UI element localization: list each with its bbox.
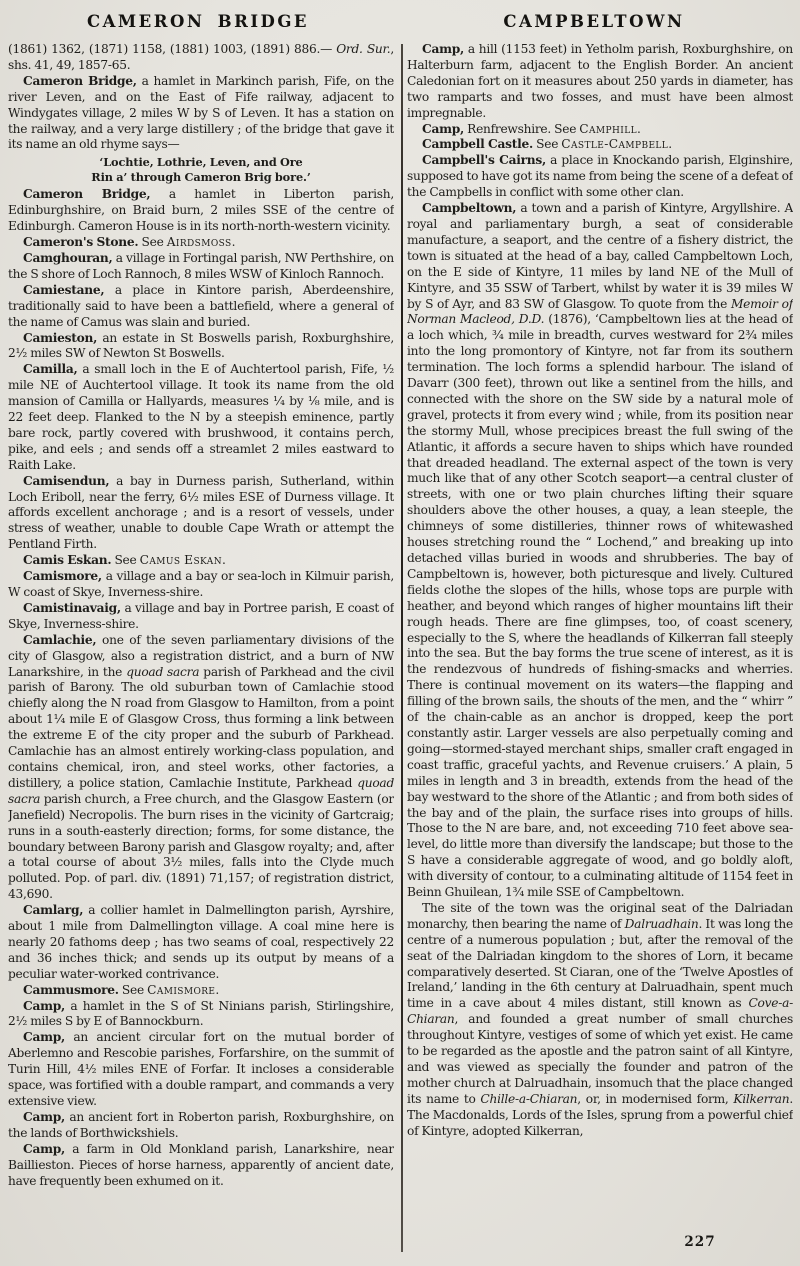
entry-paragraph [8,553,394,569]
entry-paragraph [8,1110,394,1142]
text-segment: a hamlet in Liberton parish, Edinburghshire, on Braid burn, 2 miles SSE of the centre of Edinburgh. Cameron House is in its north-north-western vicinity. [8,187,394,234]
rhyme-verse [8,155,394,184]
cross-reference: Airdsmoss [166,235,232,250]
text-segment: Memoir of Norman Macleod, D.D. [407,296,793,327]
entry-term: Cameron Bridge, [23,187,151,202]
text-segment: a village and a bay or sea-loch in Kilmuir parish, W coast of Skye, Inverness-shire. [8,569,394,599]
text-segment: an ancient circular fort on the mutual border of Aberlemno and Rescobie parishes, Forfarshire, on the summit of Turin Hill, 4½ miles ENE of Forfar. It incloses a considerable space, was fortified with a double rampart, and commands a very extensive view. [8,1030,394,1108]
entry-paragraph [8,283,394,331]
text-segment: . [221,553,226,568]
text-segment: The site of the town was the original seat of the Dalriadan monarchy, then bearing the name of [407,900,793,931]
text-segment: (1861) 1362, (1871) 1158, (1881) 1003, (1891) 886.— [8,42,337,56]
entry-paragraph [8,999,394,1031]
verse-line: Rin a’ through Cameron Brig bore.’ [91,169,311,184]
entry-paragraph [8,187,394,235]
text-segment: See [533,137,562,152]
entry-term: Camp, [422,42,465,56]
cross-reference: Camus Eskan [139,553,222,568]
entry-term: Camismore, [23,569,102,584]
text-segment: a place in Knockando parish, Elginshire, supposed to have got its name from being the scene of a defeat of the Campbells in conflict with some other clan. [407,153,793,200]
entry-term: Camiestane, [23,282,105,297]
entry-term: Camp, [23,1141,66,1156]
entry-paragraph [8,601,394,633]
text-columns [0,42,800,1266]
text-segment: quoad sacra [126,664,200,679]
entry-paragraph [8,74,394,154]
text-segment: a collier hamlet in Dalmellington parish, Ayrshire, about 1 mile from Dalmellington village. A coal mine here is nearly 20 fathoms deep ; has two seams of coal, respectively 22 and 36 inches thick; and sends up its output by means of a peculiar water-worked contrivance. [8,903,394,981]
text-segment: Chille-a-Chiaran [480,1091,578,1106]
text-segment: a town and a parish of Kintyre, Argyllshire. A royal and parliamentary burgh, a seat of considerable manufacture, a seaport, and the centre of a fishery district, the town is situated at the head of a bay, called Campbeltown Loch, on the E side of Kintyre, 11 miles by land NE of the Mull of Kintyre, and 35 SSW of Tarbert, whilst by water it is 39 miles W by S of Ayr, and 83 SW of Glasgow. To quote from the [407,201,793,311]
text-segment: a hill (1153 feet) in Yetholm parish, Roxburghshire, on Halterburn farm, adjacent to the English Border. An ancient Caledonian fort on it measures about 250 yards in diameter, has two ramparts and two fosses, and must have been almost impregnable. [407,42,793,120]
text-segment: a small loch in the E of Auchtertool parish, Fife, ½ mile NE of Auchtertool village. It took its name from the old mansion of Camilla or Hallyards, measures ¼ by ⅛ mile, and is 22 feet deep. Flanked to the N by a steepish eminence, partly bare rock, partly covered with brushwood, it contains perch, pike, and eels ; and sends off a streamlet 2 miles eastward to Raith Lake. [8,362,394,472]
page-number: 227 [684,1234,716,1250]
text-segment: an ancient fort in Roberton parish, Roxburghshire, on the lands of Borthwickshiels. [8,1109,394,1140]
entry-term: Camisendun, [23,473,110,488]
text-segment: quoad sacra [8,775,394,806]
entry-term: Cammusmore. [23,982,119,997]
entry-paragraph [407,122,793,138]
entry-paragraph [8,251,394,283]
running-heads [0,12,800,31]
text-segment: a bay in Durness parish, Sutherland, within Loch Eriboll, near the ferry, 6½ miles ESE of Durness village. It affords excellent anchorage ; and is a resort of vessels, under stress of weather, unable to double Cape Wrath or attempt the Pentland Firth. [8,473,394,552]
entry-paragraph [8,633,394,903]
cross-reference: Camismore [147,982,216,997]
entry-paragraph [8,983,394,999]
text-segment: . [231,235,236,250]
text-segment: a place in Kintore parish, Aberdeenshire, traditionally said to have been a battlefield, where a general of the name of Camus was slain and buried. [8,282,394,329]
text-segment: a farm in Old Monkland parish, Lanarkshire, near Baillieston. Pieces of horse harness, apparently of ancient date, have frequently been exhumed on it. [8,1141,394,1188]
text-segment: , and founded a great number of small churches throughout Kintyre, vestiges of some of which yet exist. He came to be regarded as the apostle and the patron saint of all Kintyre, and was viewed as specially the founder and patron of the mother church at Dalruadhain, insomuch that the place changed its name to [407,1012,793,1106]
text-segment: . [636,121,641,136]
cross-reference: Castle-Campbell [561,137,669,152]
entry-paragraph [407,153,793,201]
text-segment: one of the seven parliamentary divisions of the city of Glasgow, also a registration district, and a burn of NW Lanarkshire, in the [8,632,394,679]
entry-paragraph [407,42,793,122]
entry-term: Camghouran, [23,250,113,265]
text-segment: See [118,982,148,997]
text-segment: Ord. Sur. [336,42,391,56]
text-segment: a hamlet in Markinch parish, Fife, on the river Leven, and on the East of Fife railway, adjacent to Windygates village, 2 miles W by S of Leven. It has a station on the railway, and a very large distillery ; of the bridge that gave it its name an old rhyme says— [8,73,394,152]
continuation-paragraph [8,42,394,74]
entry-term: Campbell Castle. [422,137,534,152]
text-segment: Dalruadhain [624,916,699,931]
text-segment: parish church, a Free church, and the Glasgow Eastern (or Janefield) Necropolis. The burn rises in the vicinity of Gartcraig; runs in a south-easterly direction; forms, for some distance, the boundary between Barony parish and Glasgow royalty; and, after a total course of about 3½ miles, falls into the Clyde much polluted. Pop. of parl. div. (1891) 71,157; of registration district, 43,690. [8,791,394,902]
entry-paragraph [407,201,793,901]
text-segment: parish of Parkhead and the civil parish of Barony. The old suburban town of Camlachie stood chiefly along the N road from Glasgow to Hamilton, from a point about 1¼ mile E of Glasgow Cross, thus forming a link between the extreme E of the city proper and the suburb of Parkhead. Camlachie has an almost entirely working-class population, and contains chemical, iron, and steel works, other factories, a distillery, a police station, Camlachie Institute, Parkhead [8,664,394,790]
text-segment: , shs. 41, 49, 1857-65. [8,42,394,72]
entry-paragraph [8,331,394,363]
entry-term: Camilla, [23,362,78,377]
entry-term: Camp, [23,998,66,1013]
text-segment: . It was long the centre of a numerous population ; but, after the removal of the seat of the Dalriadan kingdom to the shores of Lorn, it became comparatively deserted. St Ciaran, one of the ‘Twelve Apostles of Ireland,’ landing in the 6th century at Dalruadhain, spent much time in a cave about 4 miles distant, still known as [407,916,793,1011]
right-running-head: CAMPBELTOWN [503,12,685,31]
text-segment: . The Macdonalds, Lords of the Isles, sprung from a powerful chief of Kintyre, adopted Kilkerran, [407,1091,793,1138]
text-segment: Cove-a-Chiaran [407,996,793,1027]
entry-paragraph [8,362,394,473]
entry-paragraph [407,901,793,1140]
entry-paragraph [407,137,793,153]
text-segment: a village in Fortingal parish, NW Perthshire, on the S shore of Loch Rannoch, 8 miles WSW of Kinloch Rannoch. [8,250,394,281]
entry-paragraph [8,569,394,601]
entry-paragraph [8,474,394,554]
cross-reference: Camphill [579,121,637,136]
entry-term: Camistinavaig, [23,600,121,615]
entry-term: Campbeltown, [422,201,517,216]
text-segment: See [138,235,167,250]
entry-term: Cameron's Stone. [23,235,139,250]
entry-term: Camp, [422,121,465,136]
verse-line: ‘Lochtie, Lothrie, Leven, and Ore [99,155,303,170]
entry-term: Cameron Bridge, [23,73,137,88]
text-segment: a village and bay in Portree parish, E coast of Skye, Inverness-shire. [8,600,394,631]
text-segment: an estate in St Boswells parish, Roxburghshire, 2½ miles SW of Newton St Boswells. [8,330,394,361]
entry-term: Camlachie, [23,632,97,647]
right-column [407,42,793,1252]
text-segment: See [111,553,140,568]
left-running-head: CAMERON BRIDGE [86,12,310,31]
text-segment: . [215,982,220,997]
entry-term: Camp, [23,1109,66,1124]
entry-term: Camlarg, [23,903,84,918]
entry-term: Campbell's Cairns, [422,153,547,168]
entry-paragraph [8,1142,394,1190]
entry-paragraph [8,235,394,251]
text-segment: . [668,137,672,152]
text-segment: Kilkerran [733,1091,790,1106]
text-segment: Renfrewshire. See [464,121,580,136]
text-segment: a hamlet in the S of St Ninians parish, Stirlingshire, 2½ miles S by E of Bannockburn. [8,998,394,1029]
left-column [8,42,394,1252]
text-segment: (1876), ‘Campbeltown lies at the head of a loch which, ¾ mile in breadth, curves westward for 2¾ miles into the long promontory of Kintyre, not far from its southern termination. The loch forms a splendid harbour. The island of Davarr (300 feet), thrown out like a sentinel from the hills, and connected with the shore on the SW side by a natural mole of gravel, protects it from every wind ; while, from its position near the stormy Mull, whose precipices breast the full swing of the Atlantic, it affords a secure haven to ships which have rounded that dreaded headland. The external aspect of the town is very much like that of any other Scotch seaport—a central cluster of streets, with one or two plain churches lifting their square shoulders above the other houses, a quay, a lean steeple, the chimneys of some distilleries, thinner rows of whitewashed houses stretching round the “ Lochend,” and breaking up into detached villas buried in woods and shrubberies. The bay of Campbeltown is, however, both picturesque and lively. Cultured fields clothe the slopes of the hills, whose tops are purple with heather, and beyond which ranges of higher mountains lift their rough heads. There are fine glimpses, too, of coast scenery, especially to the S, where the headlands of Kilkerran fall steeply into the sea. But the bay forms the true scene of interest, as it is the rendezvous of hundreds of fishing-smacks and wherries. There is continual movement on its waters—the flapping and filling of the brown sails, the shouts of the men, and the “ whirr ” of the chain-cable as an anchor is dropped, keep the port constantly astir. Larger vessels are also perpetually coming and going—stormed-stayed merchant ships, smaller craft engaged in coast traffic, graceful yachts, and Revenue cruisers.’ A plain, 5 miles in length and 3 in breadth, extends from the head of the bay westward to the shore of the Atlantic ; and from both sides of the bay and of the plain, the surface rises into groups of hills. Those to the N are bare, and, not exceeding 710 feet above sea-level, do little more than diversify the landscape; but those to the S have a considerable aggregate of wood, and go boldly aloft, with diversity of contour, to a culminating altitude of 1154 feet in Beinn Ghuilean, 1¾ mile SSE of Campbeltown. [407,312,793,900]
text-segment: , or, in modernised form, [577,1091,734,1106]
entry-paragraph [8,903,394,983]
entry-term: Camp, [23,1030,66,1045]
entry-paragraph [8,1030,394,1110]
entry-term: Camis Eskan. [23,553,112,568]
entry-term: Camieston, [23,330,98,345]
